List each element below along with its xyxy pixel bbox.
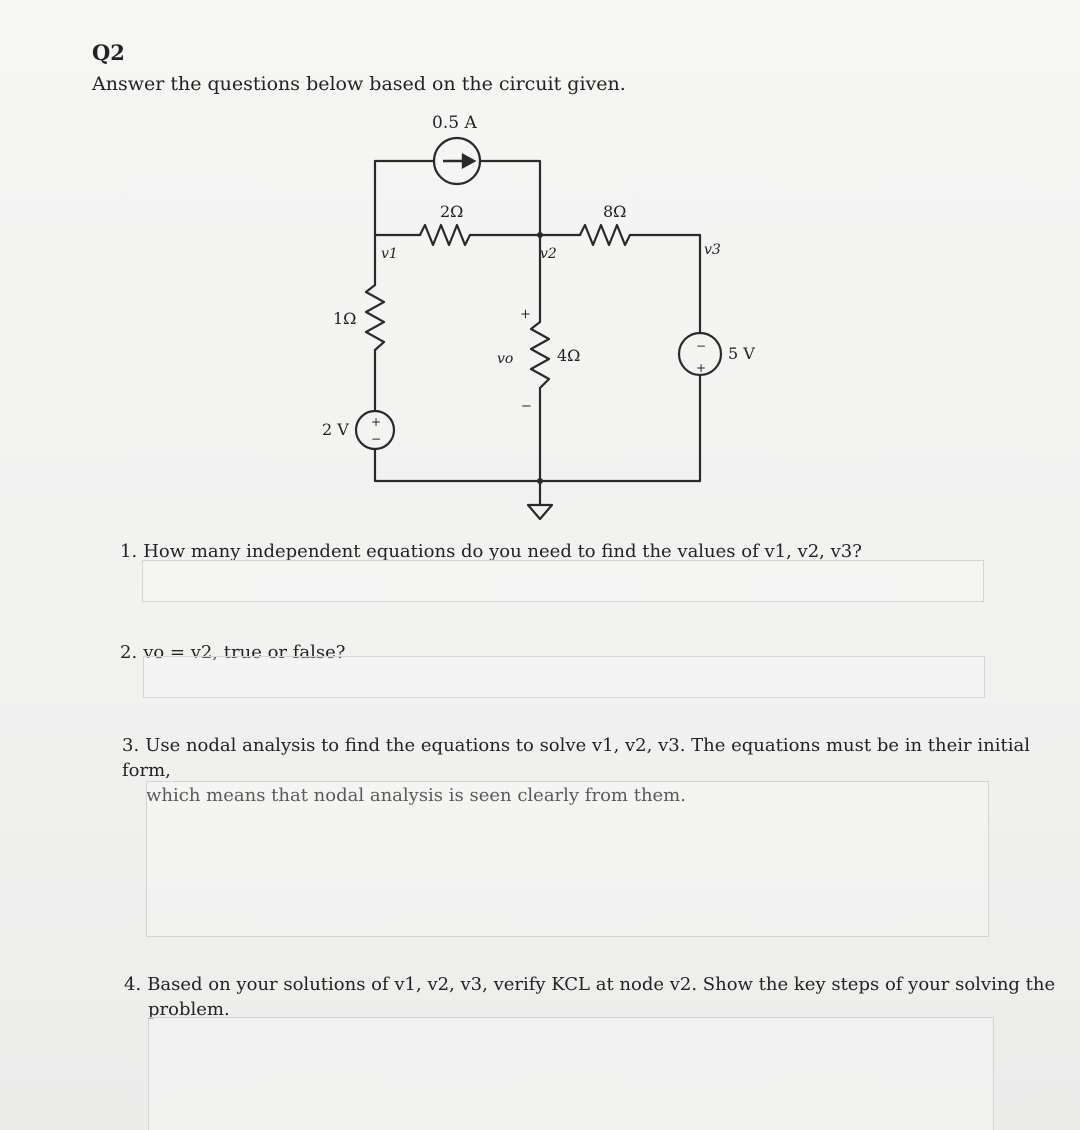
source-5v-minus: − — [696, 339, 707, 353]
question-4-text-line2: problem. — [148, 999, 230, 1020]
question-3-text-line1: Use nodal analysis to find the equations to solve v1, v2, v3. The equations must be in their initial form, — [122, 735, 1030, 781]
resistor-2ohm — [420, 225, 470, 245]
intro-text: Answer the questions below based on the circuit given. — [92, 73, 626, 95]
question-4-number: 4. — [124, 974, 142, 995]
resistor-8ohm — [580, 225, 630, 245]
answer-box-1[interactable] — [142, 560, 984, 602]
node-v2-label: v2 — [540, 246, 557, 262]
ground-symbol — [528, 505, 552, 519]
resistor-1ohm — [366, 285, 384, 350]
wire-8ohm-to-v3 — [630, 235, 700, 333]
voltage-5v-label: 5 V — [728, 344, 755, 363]
wire-top-left — [375, 161, 433, 235]
question-2-text: vo = v2, true or false? — [143, 642, 346, 663]
vo-label: vo — [497, 351, 514, 367]
resistor-2ohm-label: 2Ω — [440, 202, 464, 221]
question-1-text: How many independent equations do you need to find the values of v1, v2, v3? — [143, 541, 862, 562]
question-4 — [124, 972, 1055, 1022]
voltage-2v-label: 2 V — [322, 420, 349, 439]
vo-minus-sign: − — [521, 399, 532, 414]
question-title: Q2 — [92, 40, 125, 65]
question-1-number: 1. — [120, 541, 138, 562]
node-v3-label: v3 — [704, 242, 721, 258]
wire-5v-to-bottom — [540, 375, 700, 481]
answer-box-4[interactable] — [148, 1017, 994, 1130]
current-source-label: 0.5 A — [432, 113, 477, 133]
node-dot-v2 — [537, 232, 543, 238]
circuit-diagram — [0, 0, 1080, 540]
node-v1-label: v1 — [381, 246, 398, 262]
wire-2v-to-bottom — [375, 449, 540, 481]
source-2v-minus: − — [371, 432, 382, 446]
answer-box-3[interactable] — [146, 781, 989, 937]
resistor-8ohm-label: 8Ω — [603, 202, 627, 221]
answer-box-2[interactable] — [143, 656, 985, 698]
resistor-4ohm-label: 4Ω — [557, 346, 581, 365]
source-2v-plus: + — [371, 415, 382, 429]
question-3-number: 3. — [122, 735, 140, 756]
wire-top-right — [481, 161, 540, 235]
resistor-1ohm-label: 1Ω — [333, 309, 357, 328]
vo-plus-sign: + — [520, 307, 531, 322]
arrow-right-icon — [463, 155, 474, 167]
source-5v-plus: + — [696, 361, 707, 375]
question-2-number: 2. — [120, 642, 138, 663]
question-3-text-line2: which means that nodal analysis is seen clearly from them. — [146, 785, 686, 806]
question-4-text-line1: Based on your solutions of v1, v2, v3, verify KCL at node v2. Show the key steps of your solving the — [147, 974, 1056, 995]
resistor-4ohm — [531, 322, 549, 388]
node-dot-bottom — [537, 478, 543, 484]
